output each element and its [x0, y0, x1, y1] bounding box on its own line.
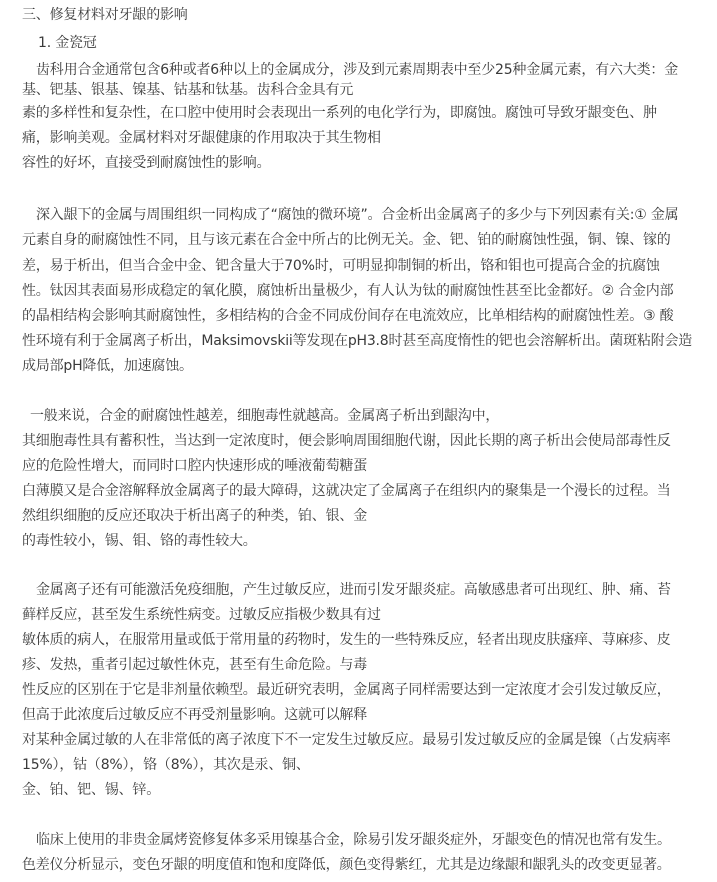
section-title: 三、修复材料对牙龈的影响: [22, 7, 188, 23]
text-line: 应的危险性增大，而同时口腔内快速形成的唾液葡萄糖蛋: [22, 458, 367, 474]
text-line: 性反应的区别在于它是非剂量依赖型。最近研究表明，金属离子同样需要达到一定浓度才会引发过敏反应，: [22, 682, 671, 698]
text-line: 对某种金属过敏的人在非常低的离子浓度下不一定发生过敏反应。最易引发过敏反应的金属是镍（占发病率: [22, 732, 671, 748]
text-line: 的晶相结构会影响其耐腐蚀性，多相结构的合金不同成份间存在电流效应，比单相结构的耐腐蚀性差。③ 酸: [22, 308, 674, 324]
text-line: 白薄膜又是合金溶解释放金属离子的最大障碍，这就决定了金属离子在组织内的聚集是一个漫长的过程。当: [22, 483, 671, 499]
text-line: 但高于此浓度后过敏反应不再受剂量影响。这就可以解释: [22, 707, 367, 723]
text-line: 临床上使用的非贵金属烤瓷修复体多采用镍基合金，除易引发牙龈炎症外，牙龈变色的情况也常有发生。: [36, 832, 671, 848]
text-line: 基、钯基、银基、镍基、钴基和钛基。齿科合金具有元: [22, 82, 354, 98]
text-line: 痛，影响美观。金属材料对牙龈健康的作用取决于其生物相: [22, 130, 381, 146]
subsection-title: 1. 金瓷冠: [38, 35, 97, 51]
text-line: 其细胞毒性具有蓄积性，当达到一定浓度时，便会影响周围细胞代谢，因此长期的离子析出会使局部毒性反: [22, 433, 671, 449]
text-line: 性。钛因其表面易形成稳定的氧化膜，腐蚀析出量极少，有人认为钛的耐腐蚀性甚至比金都好。② 合金内部: [22, 283, 674, 299]
text-line: 色差仪分析显示，变色牙龈的明度值和饱和度降低，颜色变得紫红，尤其是边缘龈和龈乳头的改变更显著。: [22, 857, 671, 873]
text-line: 成局部pH降低，加速腐蚀。: [22, 358, 193, 374]
text-line: 藓样反应，甚至发生系统性病变。过敏反应指极少数具有过: [22, 607, 381, 623]
text-line: 敏体质的病人，在服常用量或低于常用量的药物时，发生的一些特殊反应，轻者出现皮肤瘙痒、荨麻疹、皮: [22, 632, 671, 648]
text-line: 一般来说，合金的耐腐蚀性越差，细胞毒性就越高。金属离子析出到龈沟中，: [30, 408, 500, 424]
text-line: 15%），钴（8%），铬（8%），其次是汞、铜、: [22, 757, 310, 773]
text-line: 金、铂、钯、锡、锌。: [22, 782, 160, 798]
text-line: 的毒性较小，锡、钼、铬的毒性较大。: [22, 533, 257, 549]
text-line: 深入龈下的金属与周围组织一同构成了“腐蚀的微环境”。合金析出金属离子的多少与下列因素有关:① 金属: [36, 207, 679, 223]
text-line: 性环境有利于金属离子析出，Maksimovskii等发现在pH3.8时甚至高度惰性的钯也会溶解析出。菌斑粘附会造: [22, 333, 693, 349]
text-line: 差，易于析出，但当合金中金、钯含量大于70%时，可明显抑制铜的析出，铬和钼也可提高合金的抗腐蚀: [22, 258, 660, 274]
text-line: 元素自身的耐腐蚀性不同，且与该元素在合金中所占的比例无关。金、钯、铂的耐腐蚀性强，铜、镍、镓的: [22, 232, 671, 248]
text-line: 金属离子还有可能激活免疫细胞，产生过敏反应，进而引发牙龈炎症。高敏感患者可出现红、肿、痛、苔: [36, 582, 671, 598]
text-line: 疹、发热，重者引起过敏性休克，甚至有生命危险。与毒: [22, 657, 367, 673]
text-line: 齿科用合金通常包含6种或者6种以上的金属成分，涉及到元素周期表中至少25种金属元素，有六大类：金: [36, 62, 679, 78]
text-line: 容性的好坏，直接受到耐腐蚀性的影响。: [22, 155, 271, 171]
text-line: 然组织细胞的反应还取决于析出离子的种类，铂、银、金: [22, 508, 367, 524]
text-line: 素的多样性和复杂性，在口腔中使用时会表现出一系列的电化学行为，即腐蚀。腐蚀可导致牙龈变色、肿: [22, 105, 657, 121]
